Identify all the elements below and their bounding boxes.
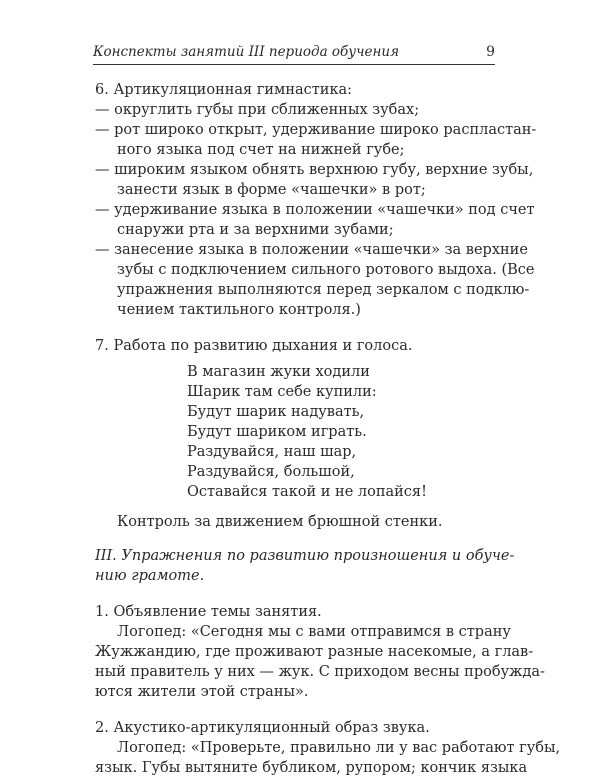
control-note: Контроль за движением брюшной стенки. <box>117 514 443 530</box>
item6-line: занести язык в форме «чашечки» в рот; <box>117 182 426 198</box>
item6-line: — занесение языка в положении «чашечки» за верхние <box>95 242 528 258</box>
page-number: 9 <box>486 44 495 60</box>
item1-line: Логопед: «Сегодня мы с вами отправимся в страну <box>117 624 511 640</box>
item1-title: 1. Объявление темы занятия. <box>95 604 322 620</box>
item6-line: ного языка под счет на нижней губе; <box>117 142 405 158</box>
poem-line: Оставайся такой и не лопайся! <box>187 484 427 500</box>
item6-line: — округлить губы при сближенных зубах; <box>95 102 420 118</box>
item1-line: Жужжандию, где проживают разные насекомые, а глав- <box>95 644 534 660</box>
item6-line: зубы с подключением сильного ротового выдоха. (Все <box>117 262 535 278</box>
poem-line: Раздувайся, большой, <box>187 464 355 480</box>
poem-line: Будут шариком играть. <box>187 424 367 440</box>
item7-title: 7. Работа по развитию дыхания и голоса. <box>95 338 413 354</box>
running-header-title: Конспекты занятий III периода обучения <box>93 44 400 60</box>
page-body <box>95 80 561 778</box>
item2-line: Логопед: «Проверьте, правильно ли у вас работают губы, <box>117 740 561 756</box>
poem-line: Будут шарик надувать, <box>187 404 365 420</box>
item6-line: — рот широко открыт, удерживание широко распластан- <box>95 122 537 138</box>
item6-line: чением тактильного контроля.) <box>117 302 361 318</box>
section-title: III. Упражнения по развитию произношения и обучe- <box>95 548 515 564</box>
section-title: нию грамоте. <box>95 568 205 584</box>
item6-line: упражнения выполняются перед зеркалом с подклю- <box>117 282 530 298</box>
poem-line: Раздувайся, наш шар, <box>187 444 357 460</box>
poem-line: Шарик там себе купили: <box>187 384 377 400</box>
item6-line: — широким языком обнять верхнюю губу, верхние зубы, <box>95 162 534 178</box>
item6-title: 6. Артикуляционная гимнастика: <box>95 82 353 98</box>
item1-line: ный правитель у них — жук. С приходом весны пробужда- <box>95 664 545 680</box>
item6-line: — удерживание языка в положении «чашечки» под счет <box>95 202 535 218</box>
item2-title: 2. Акустико-артикуляционный образ звука. <box>95 720 430 736</box>
item1-line: ются жители этой страны». <box>95 684 309 700</box>
poem-line: В магазин жуки ходили <box>187 364 370 380</box>
item6-line: снаружи рта и за верхними зубами; <box>117 222 394 238</box>
item2-line: язык. Губы вытяните бубликом, рупором; кончик языка <box>95 760 528 776</box>
running-header <box>93 42 495 65</box>
